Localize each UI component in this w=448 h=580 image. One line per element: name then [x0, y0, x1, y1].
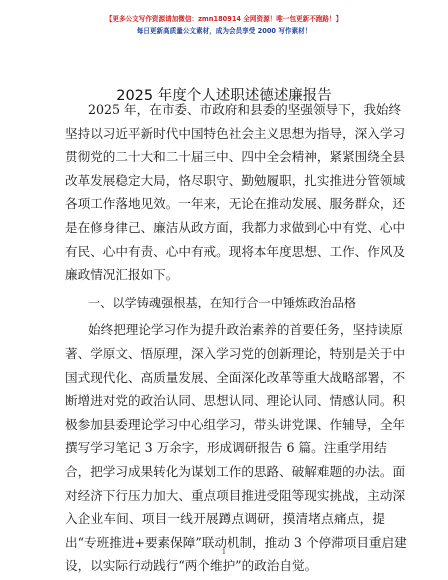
body-text-line: 出“专班推进+要素保障”联动机制，推动 3 个停滞项目重启建 [65, 535, 407, 550]
body-text-line: 2025 年，在市委、市政府和县委的坚强领导下，我始终 [88, 102, 402, 117]
body-text-line: 各项工作落地见效。一年来，无论在推动发展、服务群众，还 [65, 196, 406, 211]
body-text-line: 国式现代化、高质量发展、全面深化改革等重大战略部署，不 [65, 370, 406, 385]
promo-banner-line-1: 【更多公文写作资源请加微信：zmn180914 全网资源！唯一包更新不跑路！】 [105, 15, 343, 23]
body-text-line: 是在修身律己、廉洁从政方面，我都力求做到心中有党、心中 [65, 220, 406, 235]
body-text-line: 入企业车间、项目一线开展蹲点调研，摸清堵点痛点，提 [65, 511, 385, 526]
body-text-line: 贯彻党的二十大和二十届三中、四中全会精神，紧紧围绕全县 [65, 149, 406, 164]
page-number: 1 [221, 548, 227, 556]
body-text-line: 对经济下行压力加大、重点项目推进受阻等现实挑战，主动深 [65, 488, 406, 503]
body-text-line: 廉政情况汇报如下。 [65, 267, 179, 282]
body-text-line: 撰写学习笔记 3 万余字，形成调研报告 6 篇。注重学用结 [65, 440, 387, 455]
body-text-line: 始终把理论学习作为提升政治素养的首要任务，坚持读原 [88, 322, 403, 337]
body-text-line: 极参加县委理论学习中心组学习，带头讲党课、作辅导，全年 [65, 417, 406, 432]
body-text-line: 有民、心中有责、心中有戒。现将本年度思想、工作、作风及 [65, 244, 406, 259]
body-text-line: 设，以实际行动践行“两个维护”的政治自觉。 [65, 558, 318, 573]
body-text-line: 坚持以习近平新时代中国特色社会主义思想为指导，深入学习 [65, 126, 406, 141]
section-heading: 一、以学铸魂强根基，在知行合一中锤炼政治品格 [88, 296, 357, 310]
body-text-line: 断增进对党的政治认同、思想认同、理论认同、情感认同。积 [65, 393, 406, 408]
body-text-line: 合，把学习成果转化为谋划工作的思路、破解难题的办法。面 [65, 464, 406, 479]
promo-banner-line-2: 每日更新高质量公文素材，成为会员享受 2000 写作素材！ [136, 27, 312, 35]
body-text-line: 改革发展稳定大局，恪尽职守、勤勉履职，扎实推进分管领域 [65, 173, 406, 188]
document-title: 2025 年度个人述职述德述廉报告 [116, 88, 332, 104]
body-text-line: 著、学原文、悟原理，深入学习党的创新理论，特别是关于中 [65, 346, 406, 361]
